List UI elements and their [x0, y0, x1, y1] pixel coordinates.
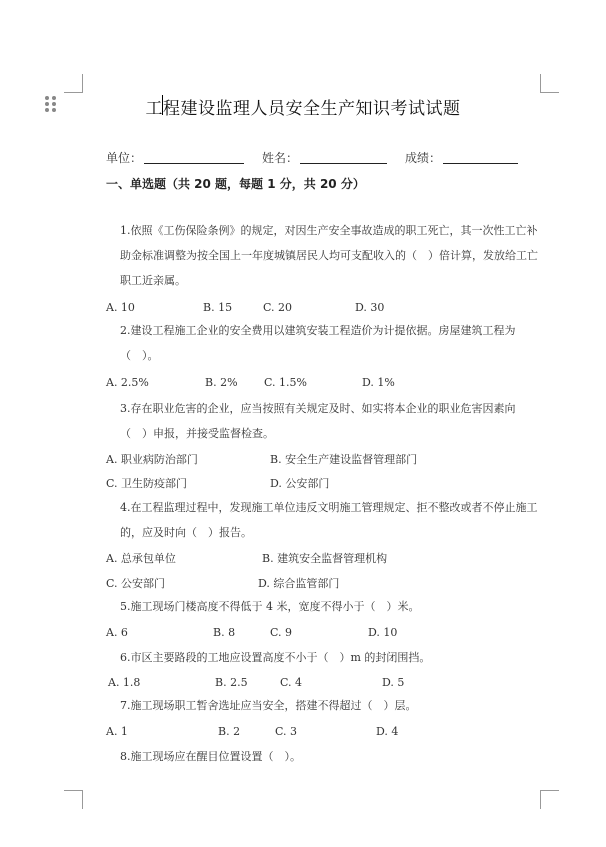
- q4-option-a: A. 总承包单位: [106, 552, 176, 565]
- q6-option-c: C. 4: [280, 676, 303, 689]
- q3-option-c: C. 卫生防疫部门: [106, 477, 188, 490]
- score-label: 成绩：: [405, 151, 442, 165]
- q1-option-d: D. 30: [355, 301, 385, 314]
- q4-option-d: D. 综合监管部门: [258, 577, 340, 590]
- page-corner-mark-bottom-left: [64, 790, 83, 809]
- question-6-text: 6.市区主要路段的工地应设置高度不小于（ ）m 的封闭围挡。: [120, 651, 431, 664]
- q7-option-c: C. 3: [275, 725, 298, 738]
- q4-option-b: B. 建筑安全监督管理机构: [262, 552, 388, 565]
- q2-option-a: A. 2.5%: [106, 376, 149, 389]
- name-field[interactable]: [300, 163, 387, 164]
- question-6: [106, 645, 542, 670]
- q6-option-b: B. 2.5: [215, 676, 248, 689]
- q5-option-c: C. 9: [270, 626, 293, 639]
- question-1-text: 1.依照《工伤保险条例》的规定，对因生产安全事故造成的职工死亡，其一次性工亡补助金标准调整为按全国上一年度城镇居民人均可支配收入的（ ）倍计算，发放给工亡职工近亲属。: [120, 224, 538, 287]
- question-7-text: 7.施工现场职工暂舍选址应当安全，搭建不得超过（ ）层。: [120, 699, 417, 712]
- question-8: [106, 744, 542, 769]
- page-corner-mark-top-right: [540, 74, 559, 93]
- q5-option-d: D. 10: [368, 626, 398, 639]
- question-3-text: 3.存在职业危害的企业，应当按照有关规定及时、如实将本企业的职业危害因素向（ ）申报，并接受监督检查。: [120, 402, 516, 440]
- q2-option-c: C. 1.5%: [264, 376, 307, 389]
- section-heading: 一、单选题（共 20 题，每题 1 分，共 20 分）: [106, 177, 365, 191]
- q7-option-a: A. 1: [106, 725, 128, 738]
- q4-option-c: C. 公安部门: [106, 577, 166, 590]
- q2-option-d: D. 1%: [362, 376, 395, 389]
- question-2-text: 2.建设工程施工企业的安全费用以建筑安装工程造价为计提依据。房屋建筑工程为（ ）。: [120, 324, 516, 362]
- question-8-text: 8.施工现场应在醒目位置设置（ ）。: [120, 750, 301, 763]
- question-2: [106, 318, 542, 368]
- q2-option-b: B. 2%: [205, 376, 238, 389]
- question-4-text: 4.在工程监理过程中，发现施工单位违反文明施工管理规定、拒不整改或者不停止施工的，应及时向（ ）报告。: [120, 501, 538, 539]
- score-field[interactable]: [443, 163, 518, 164]
- q6-option-a: A. 1.8: [108, 676, 141, 689]
- q1-option-a: A. 10: [106, 301, 135, 314]
- name-label: 姓名：: [262, 151, 299, 165]
- document-title[interactable]: 工程建设监理人员安全生产知识考试试题: [145, 99, 461, 119]
- question-1: [106, 218, 542, 293]
- q1-option-b: B. 15: [203, 301, 233, 314]
- q5-option-a: A. 6: [106, 626, 128, 639]
- q1-option-c: C. 20: [263, 301, 293, 314]
- question-4: [106, 495, 542, 545]
- q7-option-b: B. 2: [218, 725, 241, 738]
- question-3: [106, 396, 542, 446]
- unit-field[interactable]: [144, 163, 244, 164]
- q3-option-d: D. 公安部门: [270, 477, 330, 490]
- q5-option-b: B. 8: [213, 626, 236, 639]
- question-7: [106, 693, 542, 718]
- unit-label: 单位：: [106, 151, 143, 165]
- q3-option-a: A. 职业病防治部门: [106, 453, 198, 466]
- q6-option-d: D. 5: [382, 676, 405, 689]
- q7-option-d: D. 4: [376, 725, 399, 738]
- page-corner-mark-top-left: [64, 74, 83, 93]
- question-5: [106, 594, 542, 619]
- page-corner-mark-bottom-right: [540, 790, 559, 809]
- q3-option-b: B. 安全生产建设监督管理部门: [270, 453, 418, 466]
- question-5-text: 5.施工现场门楼高度不得低于 4 米，宽度不得小于（ ）米。: [120, 600, 420, 613]
